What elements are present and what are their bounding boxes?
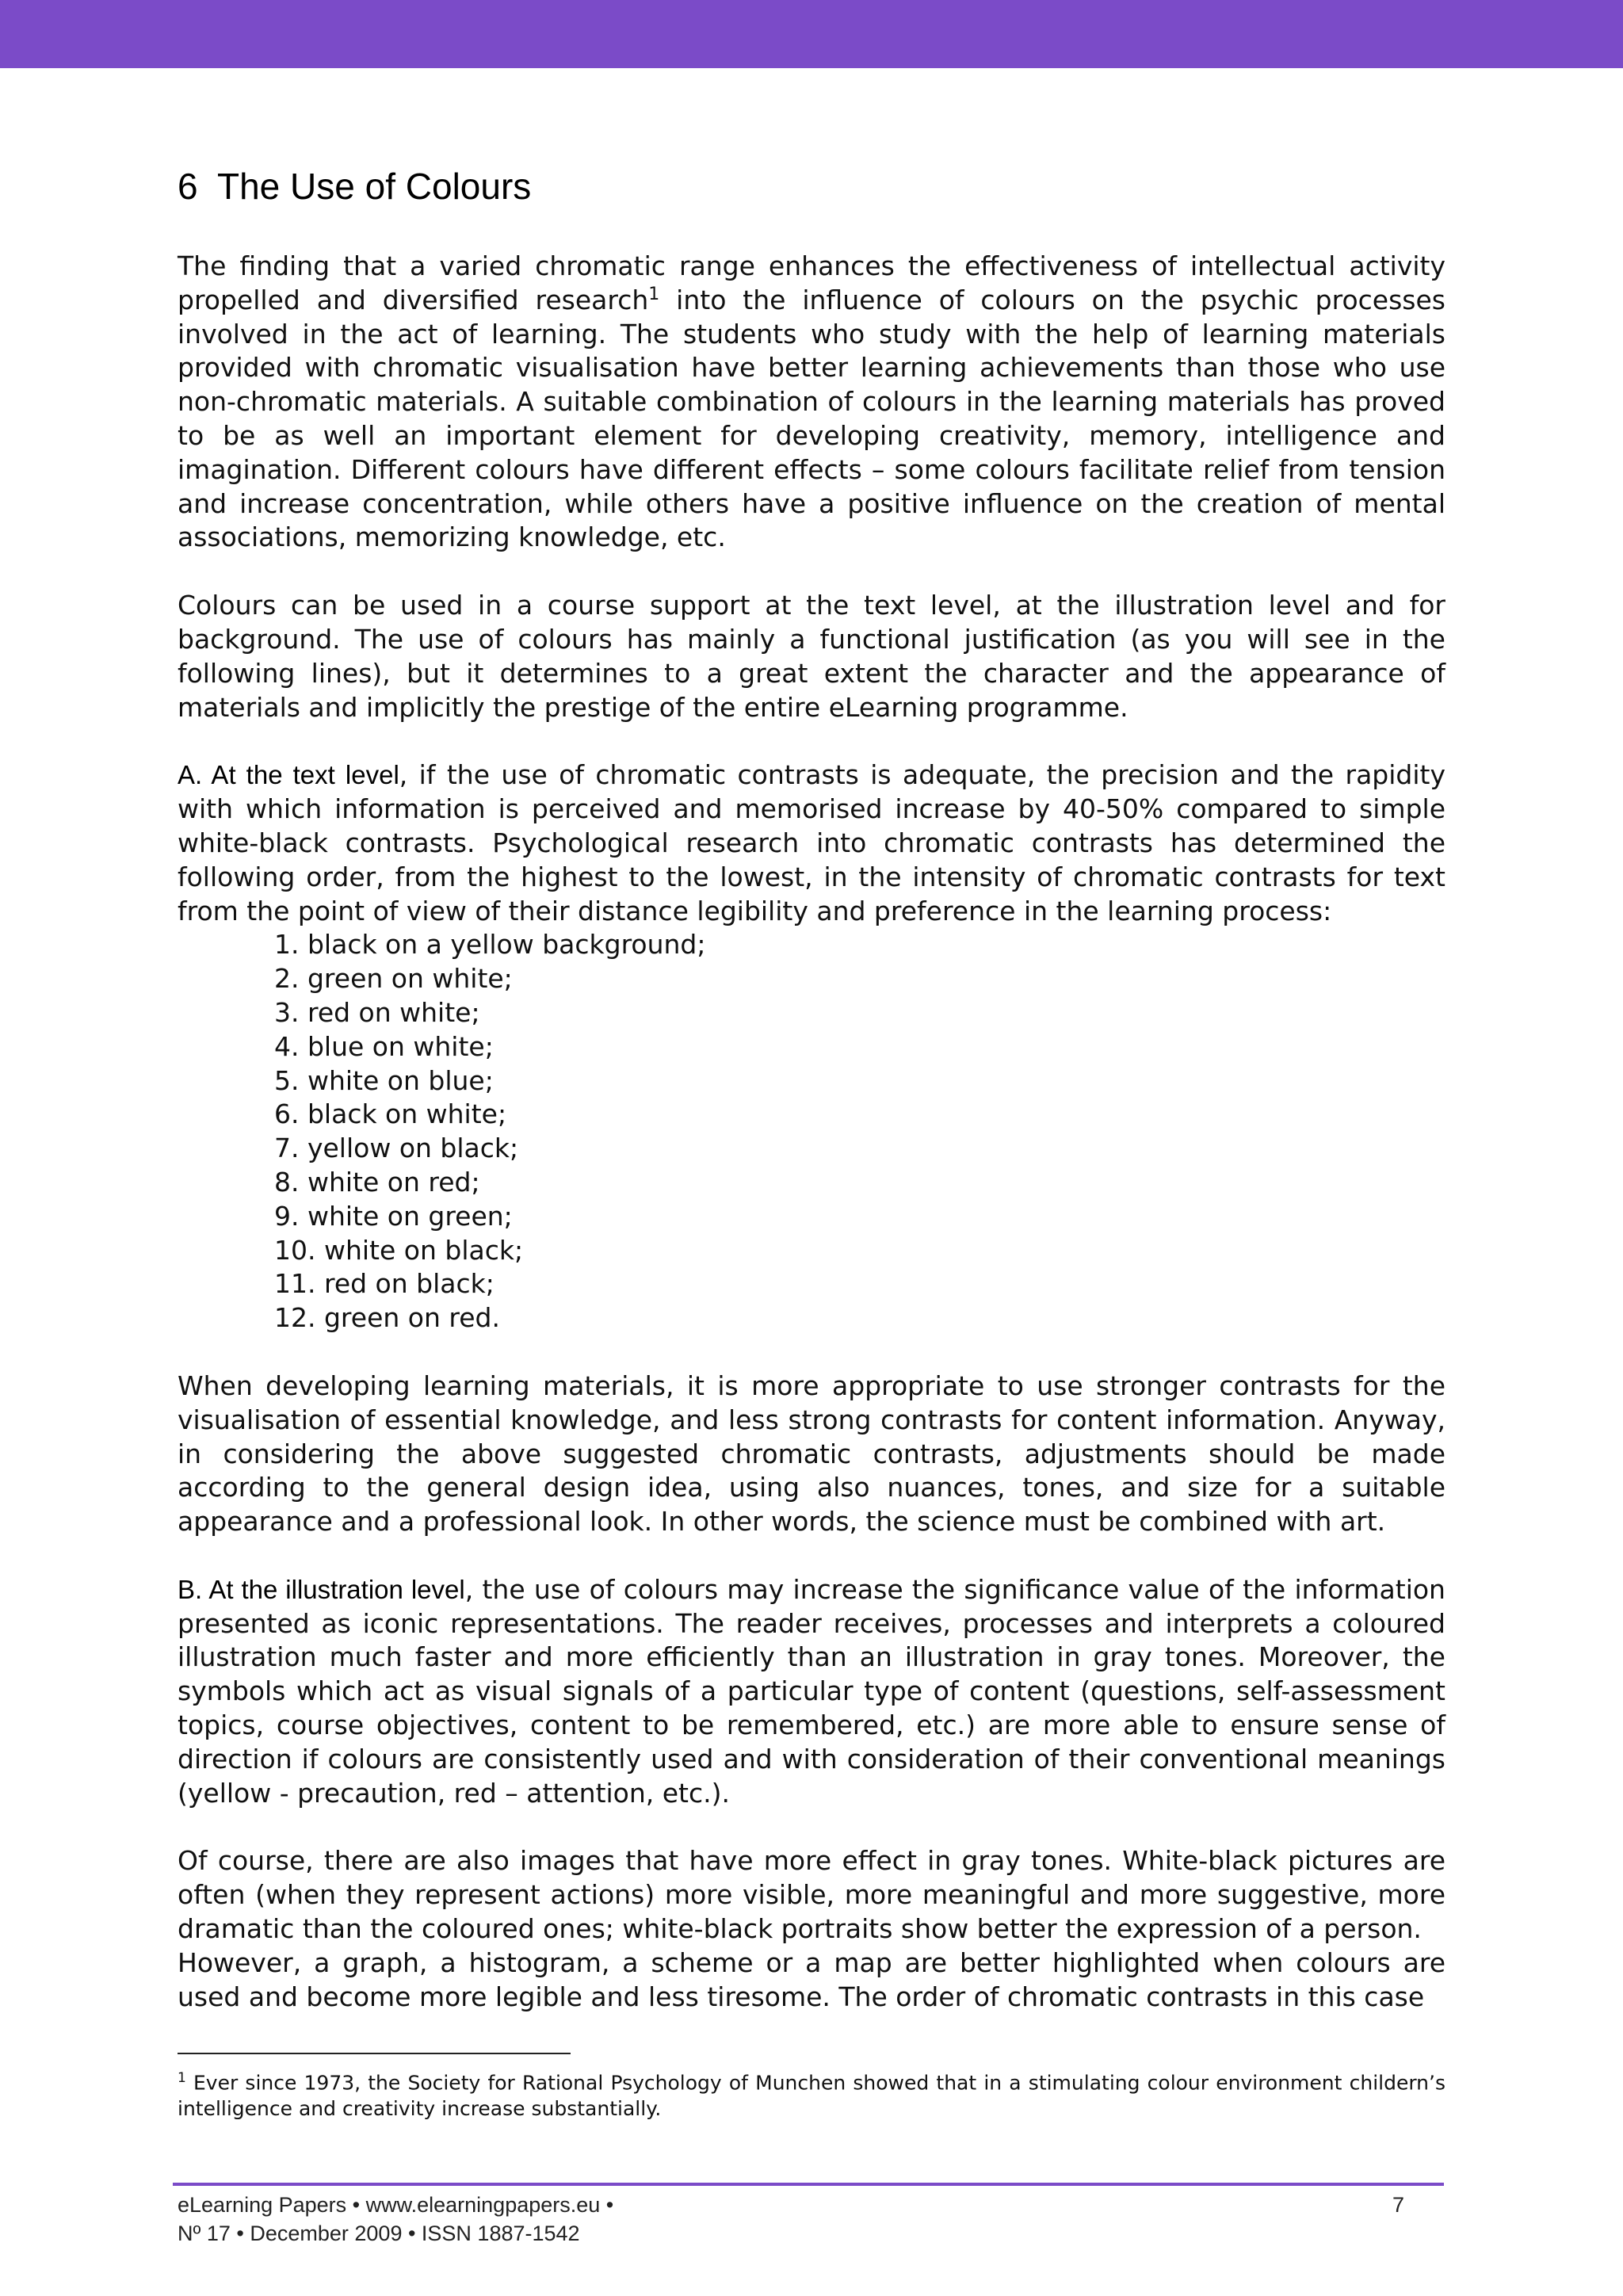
footnote-text: Ever since 1973, the Society for Rational Psychology of Munchen showed that in a stimulating colour environment childern’s intelligence and creativity increase substantially. <box>178 2071 1445 2121</box>
footer-divider <box>173 2183 1444 2186</box>
page-footer <box>178 2191 1404 2248</box>
list-item: 8. white on red; <box>274 1166 480 1198</box>
footnote <box>178 2065 1445 2122</box>
footer-publication: eLearning Papers • www.elearningpapers.eu • <box>178 2193 614 2217</box>
paragraph-gray-tones: Of course, there are also images that have more effect in gray tones. White-black pictures are often (when they represent actions) more visible, more meaningful and more suggestive, more dramatic than the coloured ones; white-black portraits show better the expression of a person. <box>178 1845 1445 1945</box>
section-title: The Use of Colours <box>217 166 532 207</box>
illustration-level-label: B. At the illustration level <box>178 1574 465 1604</box>
list-item: 5. white on blue; <box>274 1064 494 1096</box>
list-item: 9. white on green; <box>274 1200 513 1232</box>
text-level-label: A. At the text level <box>178 760 399 790</box>
list-item: 4. blue on white; <box>274 1030 494 1062</box>
list-item: 1. black on a yellow background; <box>274 929 706 961</box>
contrast-list <box>178 928 1445 1335</box>
list-item: 11. red on black; <box>274 1268 495 1300</box>
paragraph-intro-text-b: into the influence of colours on the psychic processes involved in the act of learning. The students who study with the help of learning materials provided with chromatic visualisation have better learning achievements than those who use non-chromatic materials. A suitable combination of colours in the learning materials has proved to be as well an important element for developing creativity, memory, intelligence and imagination. Different colours have different effects – some colours facilitate relief from tension and increase concentration, while others have a positive influence on the creation of mental associations, memorizing knowledge, etc. <box>178 284 1445 553</box>
paragraph-intro <box>178 250 1445 555</box>
illustration-level-body: , the use of colours may increase the significance value of the information presented as iconic representations. The reader receives, processes and interprets a coloured illustration much faster and more efficiently than an illustration in gray tones. Moreover, the symbols which act as visual signals of a particular type of content (questions, self-assessment topics, course objectives, content to be remembered, etc.) are more able to ensure sense of direction if colours are consistently used and with consideration of their conventional meanings (yellow - precaution, red – attention, etc.). <box>178 1573 1445 1809</box>
list-item: 2. green on white; <box>274 963 513 995</box>
footer-issue: Nº 17 • December 2009 • ISSN 1887-1542 <box>178 2222 580 2245</box>
page-number: 7 <box>1392 2193 1404 2217</box>
paragraph-text-level <box>178 758 1445 928</box>
text-level-body: , if the use of chromatic contrasts is adequate, the precision and the rapidity with which information is perceived and memorised increase by 40-50% compared to simple white-black contrasts. Psychological research into chromatic contrasts has determined the following order, from the highest to the lowest, in the intensity of chromatic contrasts for text from the point of view of their distance legibility and preference in the learning process: <box>178 759 1445 926</box>
paragraph-intro-text-a: The finding that a varied chromatic range enhances the effectiveness of intellectual activity propelled and diversified research <box>178 250 1445 315</box>
list-item: 3. red on white; <box>274 996 480 1028</box>
paragraph-graphs: However, a graph, a histogram, a scheme or a map are better highlighted when colours are used and become more legible and less tiresome. The order of chromatic contrasts in this case <box>178 1946 1445 2012</box>
footnote-reference: 1 <box>648 284 660 304</box>
section-number: 6 <box>178 166 198 207</box>
list-item: 7. yellow on black; <box>274 1133 519 1164</box>
footnote-marker: 1 <box>178 2070 186 2086</box>
paragraph-usage: Colours can be used in a course support at the text level, at the illustration level and for background. The use of colours has mainly a functional justification (as you will see in the following lines), but it determines to a great extent the character and the appearance of materials and implicitly the prestige of the entire eLearning programme. <box>178 590 1445 723</box>
list-item: 6. black on white; <box>274 1098 507 1130</box>
section-heading <box>178 162 1445 210</box>
paragraph-illustration-level <box>178 1573 1445 1811</box>
list-item: 10. white on black; <box>274 1234 524 1266</box>
header-accent-bar <box>0 0 1623 68</box>
footnote-divider <box>178 2053 571 2054</box>
list-item: 12. green on red. <box>274 1302 500 1334</box>
paragraph-design: When developing learning materials, it is more appropriate to use stronger contrasts for the visualisation of essential knowledge, and less strong contrasts for content information. Anyway, in considering the above suggested chromatic contrasts, adjustments should be made according to the general design idea, using also nuances, tones, and size for a suitable appearance and a professional look. In other words, the science must be combined with art. <box>178 1370 1445 1538</box>
page-content <box>178 162 1445 2014</box>
